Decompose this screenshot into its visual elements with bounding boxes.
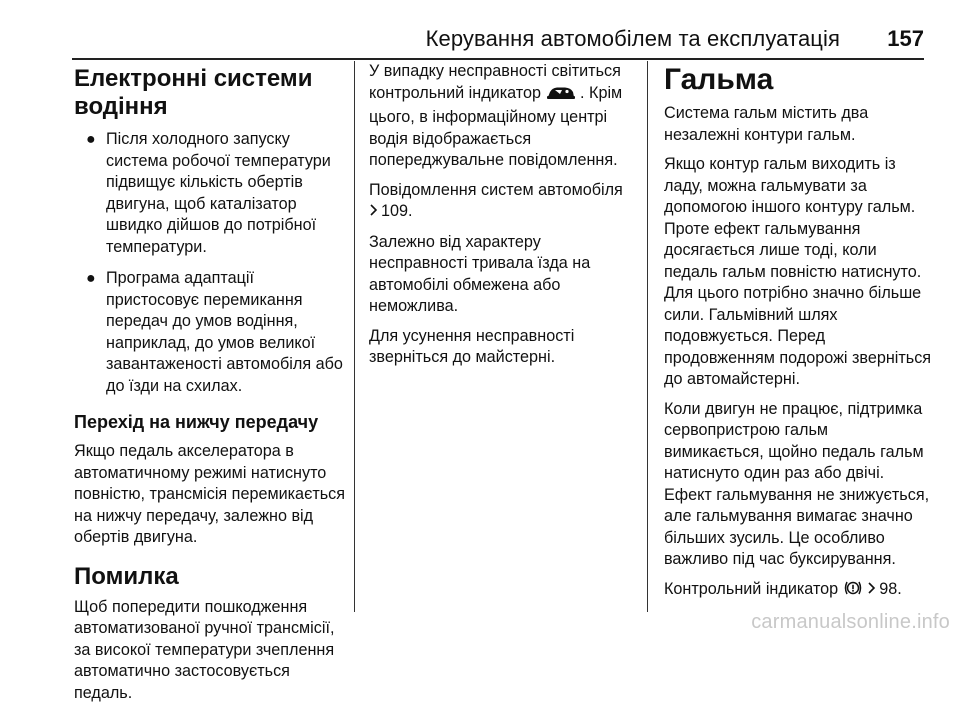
page-reference: 98. (879, 579, 902, 598)
list-item (74, 129, 346, 258)
bullet-icon: ● (86, 270, 96, 287)
list-item (74, 268, 346, 397)
paragraph-text: У випадку несправності світиться контрольний індикатор (369, 62, 621, 102)
bullet-list (74, 129, 346, 397)
car-fault-icon (546, 85, 576, 108)
bullet-icon: ● (86, 131, 96, 148)
paragraph-kickdown: Якщо педаль акселератора в автоматичному режимі натиснуто повністю, трансмісія перемикається на нижчу передачу, залежно від обертів двигуна. (74, 442, 346, 546)
column-left (74, 61, 346, 712)
paragraph-limited-driving: Залежно від характеру несправності тривала їзда на автомобілі обмежена або неможлива. (369, 232, 591, 315)
column-right (664, 61, 932, 611)
column-divider (354, 61, 355, 612)
page-reference: 109. (381, 202, 413, 220)
page-number: 157 (887, 26, 924, 51)
column-divider (647, 61, 648, 612)
list-item-text: Після холодного запуску система робочої температури підвищує кількість обертів двигуна, щоб каталізатор швидко дійшов до потрібної температури. (106, 130, 331, 256)
paragraph-brake-servo: Коли двигун не працює, підтримка сервопристрою гальм вимикається, щойно педаль гальм натиснуто один раз або двічі. Ефект гальмування не знижується, але гальмування вимагає значно більших зусиль. Це особливо важливо під час буксирування. (664, 399, 930, 568)
paragraph-brakes-circuits: Система гальм містить два незалежні контури гальм. (664, 104, 869, 144)
paragraph-brake-failure: Якщо контур гальм виходить із ладу, можна гальмувати за допомогою іншого контуру гальм. Проте ефект гальмування досягається лише тоді, коли педаль гальм повністю натиснуто. Для цього потрібно значно більше сили. Гальмівний шлях подовжується. Перед продовженням подорожі зверніться до автомайстерні. (664, 155, 932, 388)
section-heading-fault: Помилка (74, 562, 179, 590)
paragraph-fault: Щоб попередити пошкодження автоматизованої ручної трансмісії, за високої температури зчеплення автоматично застосовується педаль. (74, 597, 335, 702)
paragraph-text: Контрольний індикатор (664, 579, 839, 598)
page-reference-arrow-icon (867, 580, 877, 602)
page-header (72, 0, 924, 58)
watermark: carmanualsonline.info (751, 611, 950, 633)
paragraph-messages (369, 180, 631, 224)
column-middle (369, 61, 631, 377)
subheading-kickdown: Перехід на нижчу передачу (74, 412, 319, 432)
header-rule (72, 58, 924, 60)
brake-warning-icon (843, 579, 863, 604)
paragraph-workshop: Для усунення несправності зверніться до майстерні. (369, 326, 575, 366)
section-heading-electronic-systems: Електронні системи водіння (74, 65, 313, 120)
page-reference-arrow-icon (369, 202, 379, 224)
paragraph-brake-indicator (664, 579, 932, 604)
list-item-text: Програма адаптації пристосовує перемикання передач до умов водіння, наприклад, до умов великої завантаженості автомобіля або до їзди на схилах. (106, 269, 343, 395)
paragraph-text: . Крім цього, в інформаційному центрі водія відображається попереджувальне повідомлення. (369, 83, 623, 169)
section-heading-brakes: Гальма (664, 63, 774, 96)
paragraph-indicator (369, 61, 631, 172)
header-title: Керування автомобілем та експлуатація (425, 26, 840, 51)
paragraph-text: Повідомлення систем автомобіля (369, 180, 623, 199)
